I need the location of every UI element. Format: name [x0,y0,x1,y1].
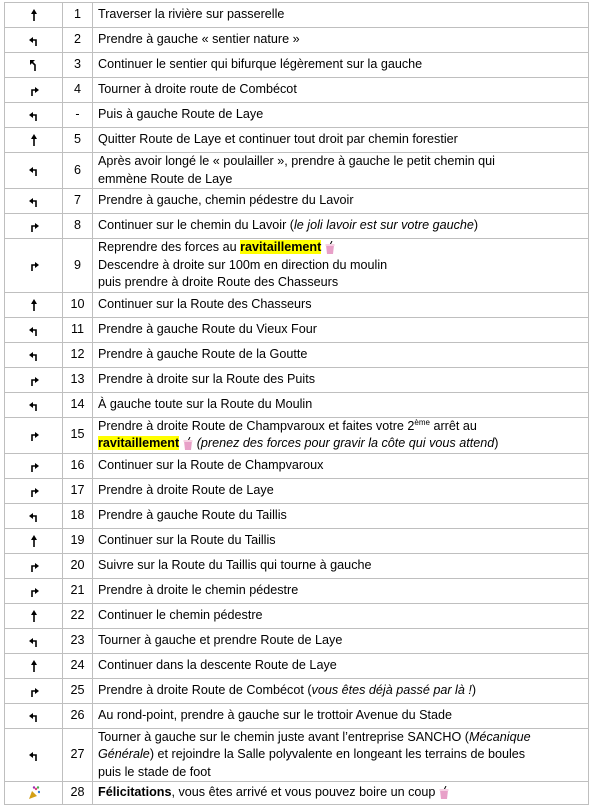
turn-right-arrow-icon [28,583,40,597]
table-row [5,782,589,805]
instruction-line [98,607,584,625]
turn-left-arrow-icon [28,163,40,177]
instruction-text: (prenez des forces pour gravir la côte qui vous attend [196,436,495,451]
step-number: 8 [63,214,93,239]
instruction-line [98,321,584,339]
table-row [5,28,589,53]
step-instruction [93,628,589,653]
instruction-line [98,507,584,525]
instruction-text: ) [473,218,479,233]
instruction-line [98,764,584,782]
instruction-line [98,729,584,747]
direction-cell [5,417,63,453]
instruction-text: Continuer le chemin pédestre [98,607,263,622]
instruction-line [98,482,584,500]
instruction-text: Prendre à droite Route de Laye [98,482,274,497]
step-number: 17 [63,478,93,503]
instruction-line [98,371,584,389]
instruction-text: emmène Route de Laye [98,171,233,186]
straight-arrow-icon [28,297,40,311]
table-row [5,678,589,703]
direction-cell [5,478,63,503]
instruction-line [98,81,584,99]
step-instruction [93,553,589,578]
table-row [5,392,589,417]
instruction-line [98,153,584,171]
table-row [5,214,589,239]
party-popper-icon [28,785,40,799]
table-row [5,653,589,678]
instruction-line [98,784,584,802]
step-instruction [93,28,589,53]
step-number: 1 [63,3,93,28]
step-instruction [93,782,589,805]
step-instruction [93,292,589,317]
instruction-line [98,435,584,453]
step-instruction [93,189,589,214]
instruction-text: Prendre à gauche, chemin pédestre du Lavoir [98,193,354,208]
step-instruction [93,78,589,103]
direction-cell [5,528,63,553]
turn-right-arrow-icon [28,683,40,697]
instruction-line [98,707,584,725]
table-row [5,703,589,728]
instruction-text: Prendre à droite Route de Champvaroux et faites votre 2 [98,418,415,433]
table-row [5,528,589,553]
direction-cell [5,678,63,703]
straight-arrow-icon [28,132,40,146]
turn-right-arrow-icon [28,82,40,96]
direction-cell [5,189,63,214]
instruction-text: Continuer le sentier qui bifurque légèrement sur la gauche [98,57,423,72]
instruction-line [98,56,584,74]
table-row [5,3,589,28]
straight-arrow-icon [28,608,40,622]
step-number: 21 [63,578,93,603]
step-number: - [63,103,93,128]
instruction-line [98,296,584,314]
direction-cell [5,503,63,528]
step-number: 24 [63,653,93,678]
table-row [5,453,589,478]
turn-left-arrow-icon [28,747,40,761]
direction-cell [5,292,63,317]
step-instruction [93,678,589,703]
turn-left-arrow-icon [28,508,40,522]
turn-left-arrow-icon [28,347,40,361]
step-number: 23 [63,628,93,653]
table-row [5,53,589,78]
direction-cell [5,628,63,653]
step-number: 4 [63,78,93,103]
instruction-text: Tourner à droite route de Combécot [98,82,297,97]
step-number: 5 [63,128,93,153]
step-number: 13 [63,367,93,392]
step-instruction [93,653,589,678]
instruction-line [98,257,584,275]
bear-left-arrow-icon [28,57,40,71]
direction-cell [5,603,63,628]
instruction-text: Continuer dans la descente Route de Laye [98,657,337,672]
instruction-text: puis le stade de foot [98,764,211,779]
instruction-text: ème [414,417,430,427]
step-instruction [93,478,589,503]
instruction-text: Continuer sur la Route de Champvaroux [98,457,324,472]
step-number: 25 [63,678,93,703]
instruction-text: Prendre à gauche Route du Vieux Four [98,321,317,336]
instruction-line [98,532,584,550]
instruction-text: le joli lavoir est sur votre gauche [294,218,474,233]
step-instruction [93,417,589,453]
supply-stop-highlight: ravitaillement [98,436,180,451]
direction-cell [5,53,63,78]
instruction-text: Prendre à gauche Route de la Goutte [98,346,308,361]
instruction-line [98,217,584,235]
instruction-text: Mécanique [469,729,531,744]
instruction-line [98,274,584,292]
instruction-line [98,657,584,675]
instruction-text: Après avoir longé le « poulailler », prendre à gauche le petit chemin qui [98,154,495,168]
step-number: 2 [63,28,93,53]
direction-cell [5,239,63,293]
instruction-line [98,239,584,257]
instruction-line [98,396,584,414]
table-row [5,292,589,317]
direction-cell [5,214,63,239]
instruction-text: Reprendre des forces au [98,240,241,255]
step-instruction [93,3,589,28]
table-row [5,578,589,603]
turn-left-arrow-icon [28,107,40,121]
direction-cell [5,392,63,417]
direction-cell [5,153,63,189]
step-instruction [93,703,589,728]
turn-left-arrow-icon [28,397,40,411]
instruction-line [98,106,584,124]
instruction-text: Continuer sur la Route du Taillis [98,532,276,547]
table-row [5,153,589,189]
table-row [5,728,589,782]
instruction-text: Au rond-point, prendre à gauche sur le trottoir Avenue du Stade [98,707,453,722]
instruction-text: Tourner à gauche et prendre Route de Laye [98,632,343,647]
step-instruction [93,317,589,342]
step-number: 18 [63,503,93,528]
instruction-text: Prendre à gauche « sentier nature » [98,32,300,47]
table-row [5,189,589,214]
route-instructions-table [4,2,589,805]
step-number: 7 [63,189,93,214]
step-number: 22 [63,603,93,628]
table-row [5,478,589,503]
step-instruction [93,214,589,239]
instruction-text: Quitter Route de Laye et continuer tout droit par chemin forestier [98,132,458,147]
instruction-line [98,682,584,700]
step-number: 26 [63,703,93,728]
step-instruction [93,603,589,628]
table-row [5,239,589,293]
step-instruction [93,53,589,78]
step-instruction [93,728,589,782]
supply-stop-highlight: ravitaillement [240,240,322,255]
turn-right-arrow-icon [28,218,40,232]
instruction-text: Prendre à droite le chemin pédestre [98,582,299,597]
turn-left-arrow-icon [28,193,40,207]
turn-right-arrow-icon [28,258,40,272]
step-number: 14 [63,392,93,417]
step-instruction [93,528,589,553]
instruction-line [98,582,584,600]
direction-cell [5,578,63,603]
turn-left-arrow-icon [28,708,40,722]
step-instruction [93,367,589,392]
step-instruction [93,103,589,128]
step-number: 19 [63,528,93,553]
instruction-line [98,418,584,436]
step-instruction [93,578,589,603]
table-row [5,78,589,103]
instruction-text: Générale [98,747,150,762]
table-row [5,317,589,342]
step-number: 11 [63,317,93,342]
table-row [5,128,589,153]
direction-cell [5,317,63,342]
instruction-line [98,6,584,24]
route-table-body [5,3,589,805]
direction-cell [5,453,63,478]
table-row [5,367,589,392]
instruction-text: arrêt au [429,418,477,433]
direction-cell [5,367,63,392]
step-number: 28 [63,782,93,805]
instruction-text: Prendre à droite Route de Combécot ( [98,682,312,697]
step-instruction [93,453,589,478]
drink-cup-icon [325,239,335,257]
direction-cell [5,782,63,805]
turn-right-arrow-icon [28,558,40,572]
direction-cell [5,128,63,153]
instruction-text: vous êtes déjà passé par là ! [311,682,472,697]
instruction-text: Puis à gauche Route de Laye [98,107,264,122]
direction-cell [5,653,63,678]
drink-cup-icon [439,784,449,802]
turn-right-arrow-icon [28,458,40,472]
instruction-text: , vous êtes arrivé et vous pouvez boire un coup [171,785,436,800]
instruction-line [98,192,584,210]
instruction-text: Descendre à droite sur 100m en direction du moulin [98,257,388,272]
instruction-line [98,171,584,189]
step-number: 20 [63,553,93,578]
direction-cell [5,28,63,53]
straight-arrow-icon [28,533,40,547]
turn-left-arrow-icon [28,32,40,46]
instruction-line [98,31,584,49]
table-row [5,553,589,578]
instruction-text: Traverser la rivière sur passerelle [98,7,285,22]
drink-cup-icon [183,435,193,453]
instruction-line [98,131,584,149]
direction-cell [5,3,63,28]
direction-cell [5,553,63,578]
step-number: 27 [63,728,93,782]
step-number: 6 [63,153,93,189]
instruction-line [98,457,584,475]
table-row [5,503,589,528]
direction-cell [5,703,63,728]
instruction-text: Suivre sur la Route du Taillis qui tourne à gauche [98,557,372,572]
direction-cell [5,342,63,367]
step-instruction [93,153,589,189]
instruction-line [98,346,584,364]
instruction-text: Tourner à gauche sur le chemin juste avant l’entreprise SANCHO ( [98,729,469,744]
step-instruction [93,128,589,153]
instruction-text: Prendre à gauche Route du Taillis [98,507,287,522]
straight-arrow-icon [28,7,40,21]
table-row [5,417,589,453]
direction-cell [5,103,63,128]
instruction-text: À gauche toute sur la Route du Moulin [98,396,313,411]
table-row [5,603,589,628]
step-instruction [93,503,589,528]
turn-left-arrow-icon [28,633,40,647]
step-number: 10 [63,292,93,317]
step-number: 16 [63,453,93,478]
instruction-text: Prendre à droite sur la Route des Puits [98,371,316,386]
instruction-text: puis prendre à droite Route des Chasseurs [98,275,339,290]
turn-left-arrow-icon [28,322,40,336]
table-row [5,342,589,367]
turn-right-arrow-icon [28,427,40,441]
step-number: 12 [63,342,93,367]
instruction-text: Félicitations [98,785,172,800]
instruction-line [98,557,584,575]
step-number: 3 [63,53,93,78]
table-row [5,628,589,653]
instruction-text: Continuer sur la Route des Chasseurs [98,296,312,311]
step-number: 15 [63,417,93,453]
step-number: 9 [63,239,93,293]
step-instruction [93,392,589,417]
instruction-line [98,632,584,650]
step-instruction [93,342,589,367]
instruction-line [98,746,584,764]
direction-cell [5,728,63,782]
instruction-text: ) et rejoindre la Salle polyvalente en longeant les terrains de boules [149,747,526,762]
straight-arrow-icon [28,658,40,672]
turn-right-arrow-icon [28,483,40,497]
table-row [5,103,589,128]
step-instruction [93,239,589,293]
turn-right-arrow-icon [28,372,40,386]
instruction-text: ) [494,436,499,451]
instruction-text: Continuer sur le chemin du Lavoir ( [98,218,294,233]
instruction-text: ) [471,682,477,697]
direction-cell [5,78,63,103]
